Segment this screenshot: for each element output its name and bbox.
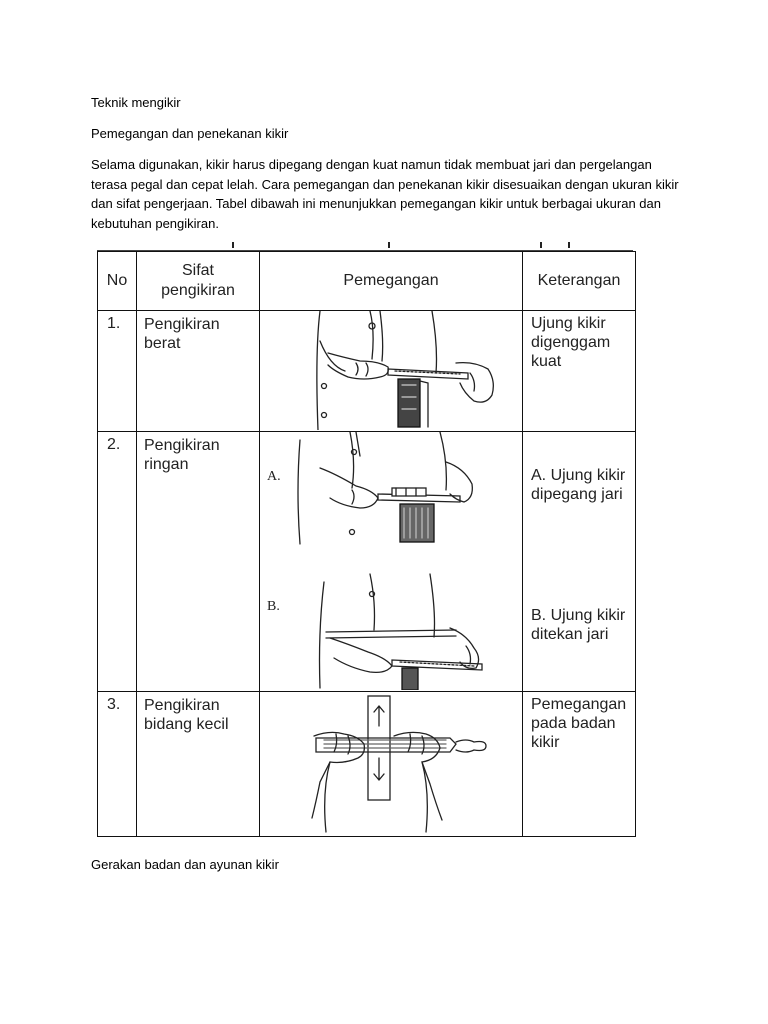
description-line: Ujung kikir [531, 315, 606, 332]
description-line-a: dipegang jari [531, 486, 623, 503]
description-cell [523, 432, 636, 692]
description-line: pada badan [531, 715, 616, 732]
document-title: Teknik mengikir [91, 95, 181, 110]
row-number: 3. [98, 692, 137, 837]
grip-illustration-cell [260, 311, 523, 432]
scan-edge-mark [388, 242, 390, 248]
row-number: 2. [98, 432, 137, 692]
description-cell [523, 692, 636, 837]
grip-illustration-cell [260, 432, 523, 692]
table-row [98, 692, 636, 837]
figure-label-a: A. [267, 469, 281, 484]
header-sifat-line2: pengikiran [161, 282, 235, 299]
small-surface-filing-illustration [260, 692, 523, 835]
header-sifat [137, 252, 260, 311]
figure-label-b: B. [267, 599, 280, 614]
filing-type-line: Pengikiran [144, 697, 220, 714]
grip-illustration-cell [260, 692, 523, 837]
section-heading-footer: Gerakan badan dan ayunan kikir [91, 857, 279, 872]
scan-edge-mark [232, 242, 234, 248]
description-cell [523, 311, 636, 432]
description-line: kuat [531, 353, 562, 370]
filing-type-line: berat [144, 335, 181, 352]
description-line: kikir [531, 734, 560, 751]
section-heading: Pemegangan dan penekanan kikir [91, 126, 289, 141]
filing-grip-table [97, 251, 636, 837]
filing-type [137, 311, 260, 432]
description-line: Pemegangan [531, 696, 627, 713]
description-line: digenggam [531, 334, 611, 351]
table-row [98, 432, 636, 692]
description-line-b: ditekan jari [531, 626, 609, 643]
row-number: 1. [98, 311, 137, 432]
table-row [98, 311, 636, 432]
header-sifat-line1: Sifat [181, 262, 214, 279]
description-line-b: B. Ujung kikir [531, 607, 626, 624]
filing-type-line: ringan [144, 456, 189, 473]
header-no: No [98, 252, 137, 311]
filing-type [137, 692, 260, 837]
scan-edge-mark [540, 242, 542, 248]
description-spacer [531, 504, 631, 606]
heavy-filing-grip-illustration [260, 311, 523, 430]
scan-edge-mark [568, 242, 570, 248]
light-filing-grip-illustration [260, 432, 523, 690]
body-paragraph: Selama digunakan, kikir harus dipegang dengan kuat namun tidak membuat jari dan pergelangan terasa pegal dan cepat lelah. Cara pemegangan dan penekanan kikir disesuaikan dengan ukuran kikir dan sifat pengerjaan. Tabel dibawah ini menunjukkan pemegangan kikir untuk berbagai ukuran dan kebutuhan pengikiran. [91, 157, 679, 231]
filing-type-line: bidang kecil [144, 716, 229, 733]
header-pemegangan: Pemegangan [260, 252, 523, 311]
filing-type-line: Pengikiran [144, 437, 220, 454]
table-header-row [98, 252, 636, 311]
filing-type [137, 432, 260, 692]
description-line-a: A. Ujung kikir [531, 467, 626, 484]
filing-type-line: Pengikiran [144, 316, 220, 333]
header-keterangan: Keterangan [523, 252, 636, 311]
